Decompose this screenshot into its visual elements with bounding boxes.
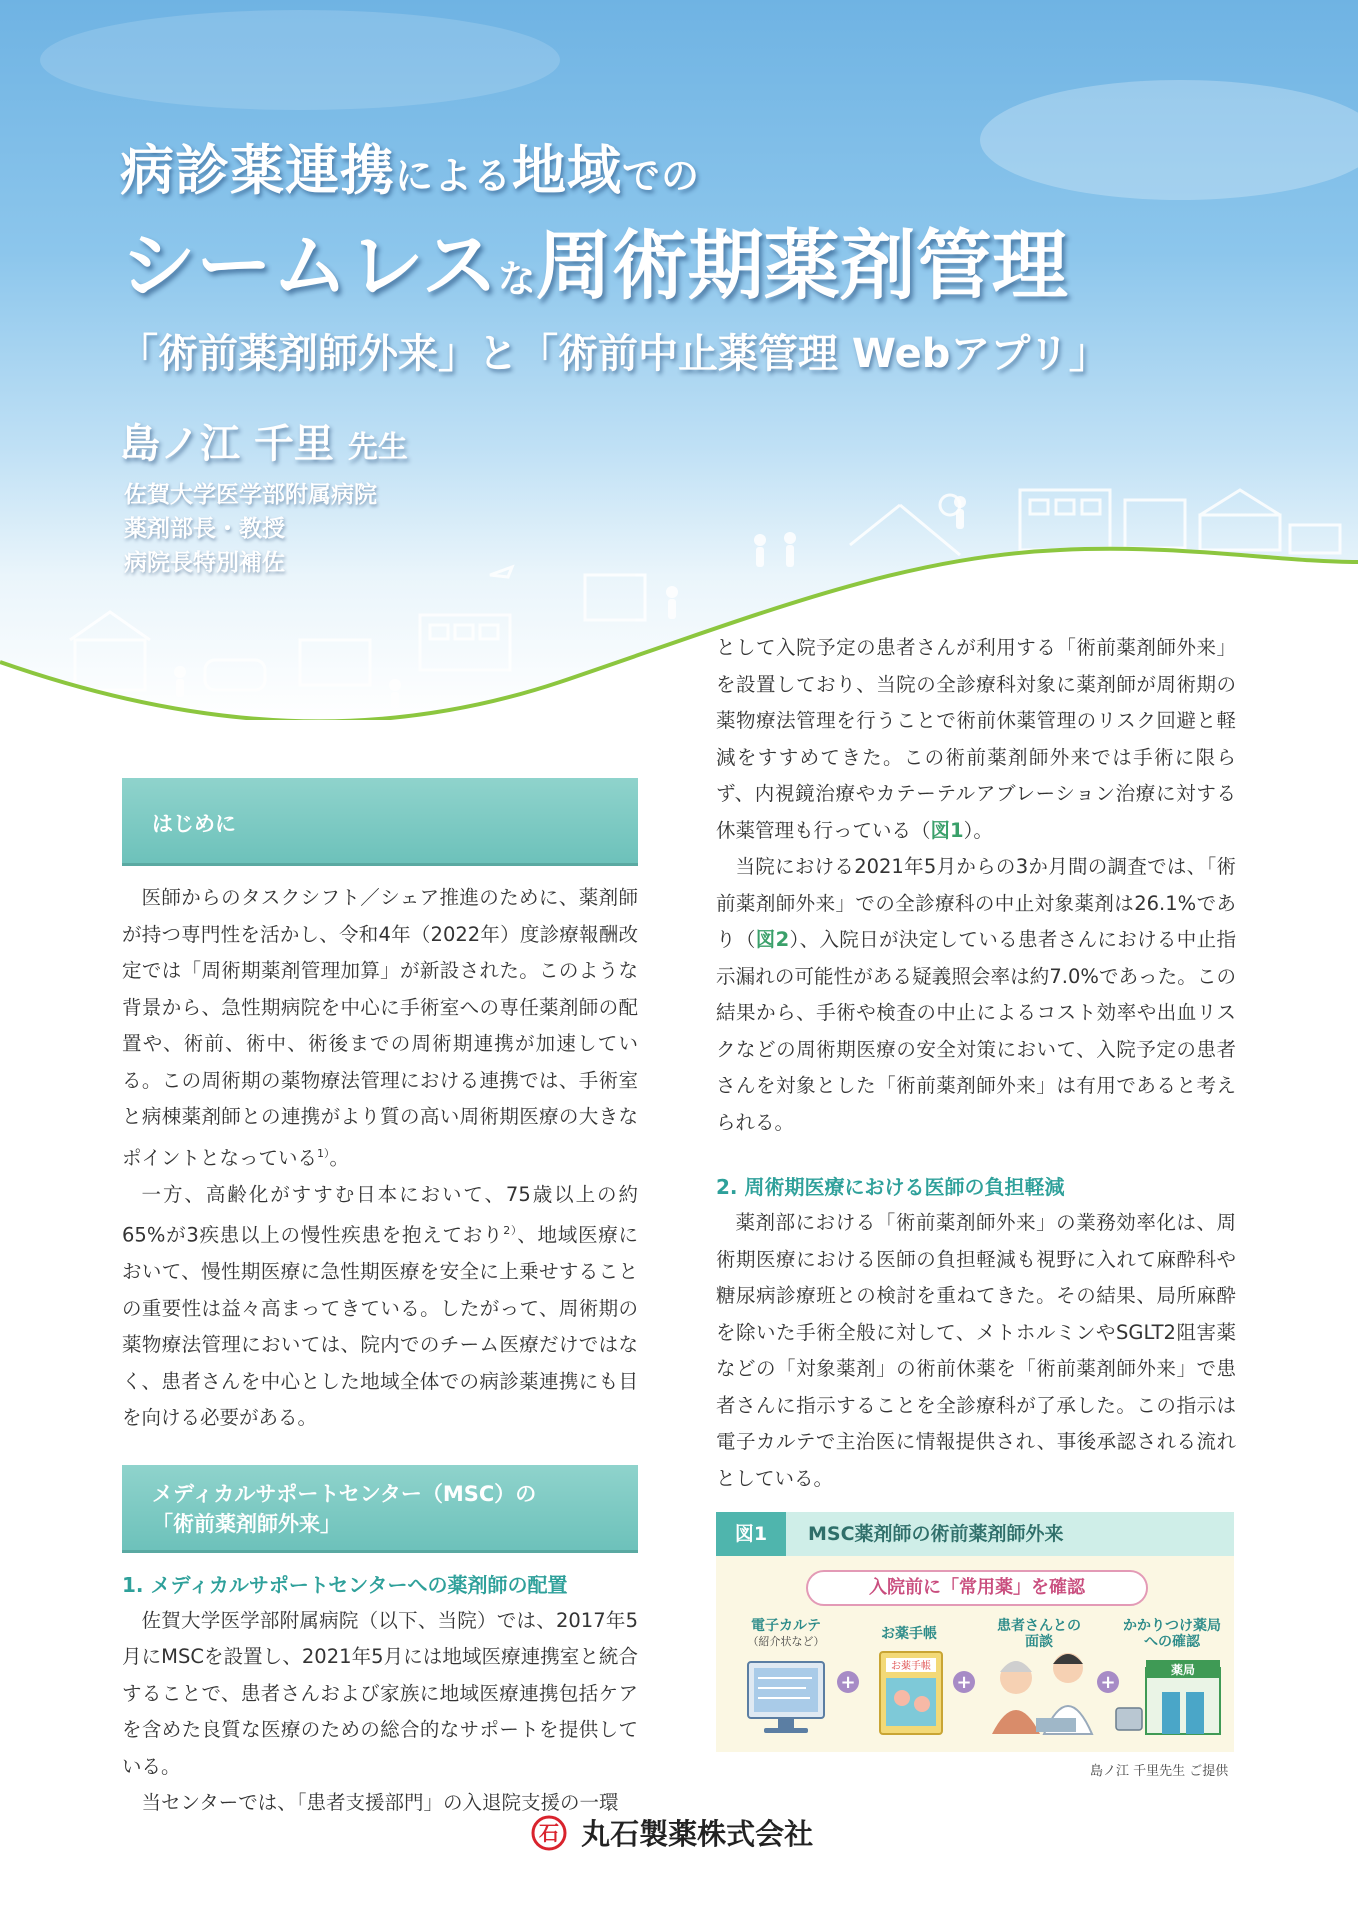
sub1-paragraph-1: 佐賀大学医学部附属病院（以下、当院）では、2017年5月にMSCを設置し、2021年5月には地域医療連携室と統合することで、患者さんおよび家族に地域医療連携包括ケアを含めた良質な医療のための総合的なサポートを提供している。 [122, 1608, 638, 1778]
intro-paragraph-2: 一方、高齢化がすすむ日本において、75歳以上の約65%が3疾患以上の慢性疾患を抱えており$^{2)}$、地域医療において、慢性期医療に急性期医療を安全に上乗せすることの重要性は益々高まってきている。したがって、周術期の薬物療法管理においては、院内でのチーム医療だけではなく、患者さんを中心とした地域全体での病診薬連携にも目を向ける必要がある。 [122, 1182, 638, 1429]
subsection-title-2: 2. 周術期医療における医師の負担軽減 [716, 1175, 1065, 1199]
figure-label-pharmacy: かかりつけ薬局 への確認 [1123, 1618, 1221, 1650]
svg-text:お薬手帳: お薬手帳 [891, 1661, 931, 1672]
svg-text:+: + [840, 1672, 856, 1693]
figure-title: MSC薬剤師の術前薬剤師外来 [808, 1523, 1064, 1545]
title-line-2: シームレスな周術期薬剤管理 [120, 221, 1068, 310]
right-paragraph-2: 当院における2021年5月からの3か月間の調査では、「術前薬剤師外来」での全診療科の中止対象薬剤は26.1%であり（図2）、入院日が決定している患者さんにおける中止指示漏れの可能性がある疑義照会率は約7.0%であった。この結果から、手術や検査の中止によるコスト効率や出血リスクなどの周術期医療の安全対策において、入院予定の患者さんを対象とした「術前薬剤師外来」は有用であると考えられる。 [716, 855, 1236, 1134]
footer-company [530, 1812, 813, 1852]
figure-label-interview: 患者さんとの 面談 [997, 1618, 1081, 1650]
author-name: 島ノ江 千里 先生 [120, 421, 408, 467]
plus-icon [953, 1671, 975, 1693]
figure-pill-label: 入院前に「常用薬」を確認 [806, 1570, 1148, 1606]
plus-icon [837, 1671, 859, 1693]
section-heading-intro: はじめに [122, 778, 638, 866]
sub2-paragraph-1: 薬剤部における「術前薬剤師外来」の業務効率化は、周術期医療における医師の負担軽減も視野に入れて麻酔科や糖尿病診療班との検討を重ねてきた。その結果、局所麻酔を除いた手術全般に対して、メトホルミンやSGLT2阻害薬などの「対象薬剤」の術前休薬を「術前薬剤師外来」で患者さんに指示することを全診療科が了承した。この指示は電子カルテで主治医に情報提供され、事後承認される流れとしている。 [716, 1211, 1236, 1490]
svg-text:薬局: 薬局 [1170, 1663, 1196, 1677]
medication-booklet-icon [880, 1652, 942, 1734]
title-line-1: 病診薬連携による地域での [120, 139, 701, 202]
pharmacy-building-icon [1116, 1660, 1220, 1734]
figure-1 [716, 1512, 1234, 1752]
company-name: 丸石製薬株式会社 [581, 1817, 814, 1851]
sub1-paragraph-2: 当センターでは、「患者支援部門」の入退院支援の一環 [141, 1791, 619, 1814]
right-paragraph-1: として入院予定の患者さんが利用する「術前薬剤師外来」を設置しており、当院の全診療科対象に薬剤師が周術期の薬物療法管理を行うことで術前休薬管理のリスク回避と軽減をすすめてきた。この術前薬剤師外来では手術に限らず、内視鏡治療やカテーテルアブレーション治療に対する休薬管理も行っている（図1）。 [716, 636, 1236, 842]
patient-interview-icon [992, 1653, 1092, 1734]
author-affiliation: 佐賀大学医学部附属病院 薬剤部長・教授 病院長特別補佐 [124, 482, 377, 576]
figure-tag: 図1 [716, 1512, 786, 1556]
svg-text:石: 石 [539, 1820, 559, 1845]
figure-2-reference: 図2 [755, 928, 790, 951]
subtitle: 「術前薬剤師外来」と「術前中止薬管理 Webアプリ」 [118, 331, 1109, 377]
intro-paragraph-1: 医師からのタスクシフト／シェア推進のために、薬剤師が持つ専門性を活かし、令和4年（2022年）度診療報酬改定では「周術期薬剤管理加算」が新設された。このような背景から、急性期病院を中心に手術室への専任薬剤師の配置や、術前、術中、術後までの周術期連携が加速している。この周術期の薬物療法管理における連携では、手術室と病棟薬剤師との連携がより質の高い周術期医療の大きなポイントとなっている$^{1)}$。 [122, 886, 638, 1169]
right-column [716, 630, 1236, 1497]
hero-header [0, 0, 1358, 720]
computer-monitor-icon [748, 1662, 824, 1733]
figure-credit: 島ノ江 千里先生 ご提供 [1090, 1764, 1229, 1779]
figure-1-reference: 図1 [930, 818, 964, 842]
figure-illustrations [716, 1512, 1234, 1752]
subsection-title-1: 1. メディカルサポートセンターへの薬剤師の配置 [122, 1572, 568, 1597]
svg-text:+: + [956, 1672, 972, 1693]
company-logo-icon [530, 1814, 568, 1852]
svg-text:+: + [1100, 1672, 1116, 1693]
plus-icon [1097, 1671, 1119, 1693]
figure-label-ehr: 電子カルテ （紹介状など） [747, 1618, 825, 1648]
section-heading-msc: メディカルサポートセンター（MSC）の 「術前薬剤師外来」 [122, 1465, 638, 1553]
left-column [122, 778, 638, 1822]
figure-label-booklet: お薬手帳 [881, 1626, 937, 1642]
